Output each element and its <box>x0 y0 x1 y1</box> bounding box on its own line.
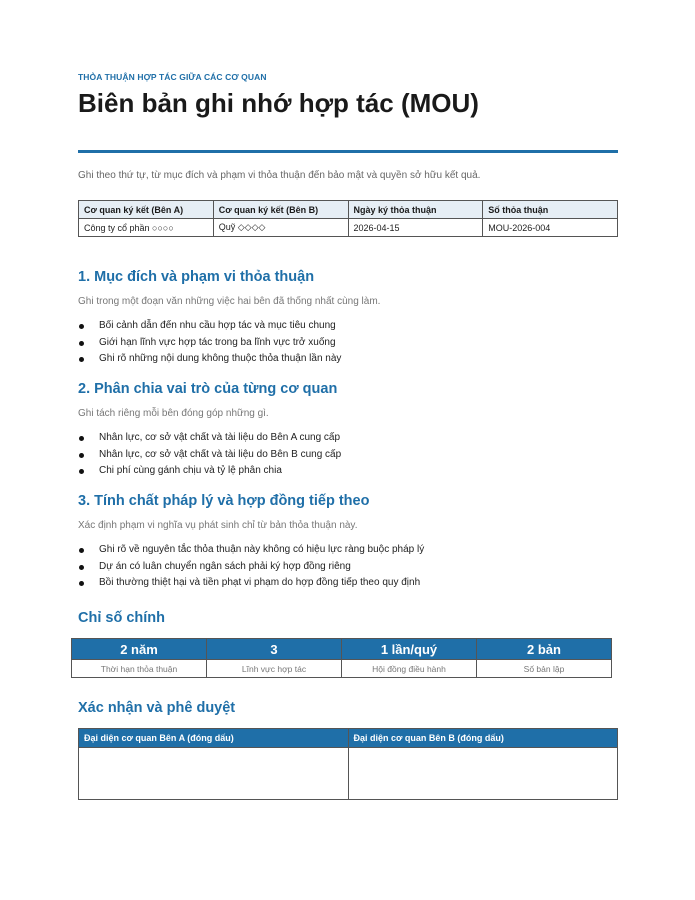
metric-duration-label: Thời hạn thỏa thuận <box>72 660 207 678</box>
metric-fields-value: 3 <box>207 639 342 660</box>
signature-header-party-b: Đại diện cơ quan Bên B (đóng dấu) <box>348 729 618 748</box>
section-2-heading: 2. Phân chia vai trò của từng cơ quan <box>78 381 338 397</box>
info-header-row <box>79 201 618 219</box>
metric-copies-label: Số bản lập <box>477 660 612 678</box>
list-item: Ghi rõ về nguyên tắc thỏa thuận này không có hiệu lực ràng buộc pháp lý <box>78 542 618 559</box>
document-title: Biên bản ghi nhớ hợp tác (MOU) <box>78 88 479 118</box>
list-item: Giới hạn lĩnh vực hợp tác trong ba lĩnh vực trở xuống <box>78 335 618 352</box>
section-3-heading: 3. Tính chất pháp lý và hợp đồng tiếp theo <box>78 493 370 509</box>
signature-table <box>78 728 618 800</box>
signature-header-party-a: Đại diện cơ quan Bên A (đóng dấu) <box>79 729 349 748</box>
info-header-party-a: Cơ quan ký kết (Bên A) <box>79 201 214 219</box>
metric-council-label: Hội đồng điều hành <box>342 660 477 678</box>
info-agreement-number: MOU-2026-004 <box>483 219 618 237</box>
signature-header-row <box>79 729 618 748</box>
info-header-agreement-number: Số thỏa thuận <box>483 201 618 219</box>
intro-text: Ghi theo thứ tự, từ mục đích và phạm vi thỏa thuận đến bảo mật và quyền sở hữu kết quả. <box>78 170 481 181</box>
list-item: Ghi rõ những nội dung không thuộc thỏa thuận lần này <box>78 351 618 368</box>
key-metrics-table <box>71 638 612 678</box>
metric-duration-value: 2 năm <box>72 639 207 660</box>
metric-fields-label: Lĩnh vực hợp tác <box>207 660 342 678</box>
section-1-note: Ghi trong một đoạn văn những việc hai bên đã thống nhất cùng làm. <box>78 296 381 307</box>
section-3-list <box>78 542 618 592</box>
list-item: Dự án có luân chuyển ngân sách phải ký hợp đồng riêng <box>78 559 618 576</box>
section-1-list <box>78 318 618 368</box>
list-item: Nhân lực, cơ sở vật chất và tài liệu do Bên A cung cấp <box>78 430 618 447</box>
info-value-row <box>79 219 618 237</box>
list-item: Nhân lực, cơ sở vật chất và tài liệu do Bên B cung cấp <box>78 447 618 464</box>
section-3-note: Xác định phạm vi nghĩa vụ phát sinh chỉ từ bản thỏa thuận này. <box>78 520 358 531</box>
info-party-b: Quỹ ◇◇◇◇ <box>213 219 348 237</box>
signature-box-party-b[interactable] <box>348 748 618 800</box>
metric-council-value: 1 lần/quý <box>342 639 477 660</box>
list-item: Bồi thường thiệt hại và tiền phạt vi phạm do hợp đồng tiếp theo quy định <box>78 575 618 592</box>
section-2-note: Ghi tách riêng mỗi bên đóng góp những gì. <box>78 408 269 419</box>
section-2-list <box>78 430 618 480</box>
title-divider <box>78 150 618 153</box>
metrics-value-row <box>72 639 612 660</box>
metric-copies-value: 2 bản <box>477 639 612 660</box>
approval-heading: Xác nhận và phê duyệt <box>78 700 236 716</box>
metrics-label-row <box>72 660 612 678</box>
document-eyebrow: THỎA THUẬN HỢP TÁC GIỮA CÁC CƠ QUAN <box>78 72 267 82</box>
list-item: Chi phí cùng gánh chịu và tỷ lệ phân chia <box>78 463 618 480</box>
signature-box-party-a[interactable] <box>79 748 349 800</box>
info-party-a: Công ty cổ phần ○○○○ <box>79 219 214 237</box>
info-header-party-b: Cơ quan ký kết (Bên B) <box>213 201 348 219</box>
metrics-heading: Chỉ số chính <box>78 610 165 626</box>
signature-box-row <box>79 748 618 800</box>
agreement-info-table <box>78 200 618 237</box>
list-item: Bối cảnh dẫn đến nhu cầu hợp tác và mục tiêu chung <box>78 318 618 335</box>
info-header-sign-date: Ngày ký thỏa thuận <box>348 201 483 219</box>
info-sign-date: 2026-04-15 <box>348 219 483 237</box>
section-1-heading: 1. Mục đích và phạm vi thỏa thuận <box>78 269 315 285</box>
